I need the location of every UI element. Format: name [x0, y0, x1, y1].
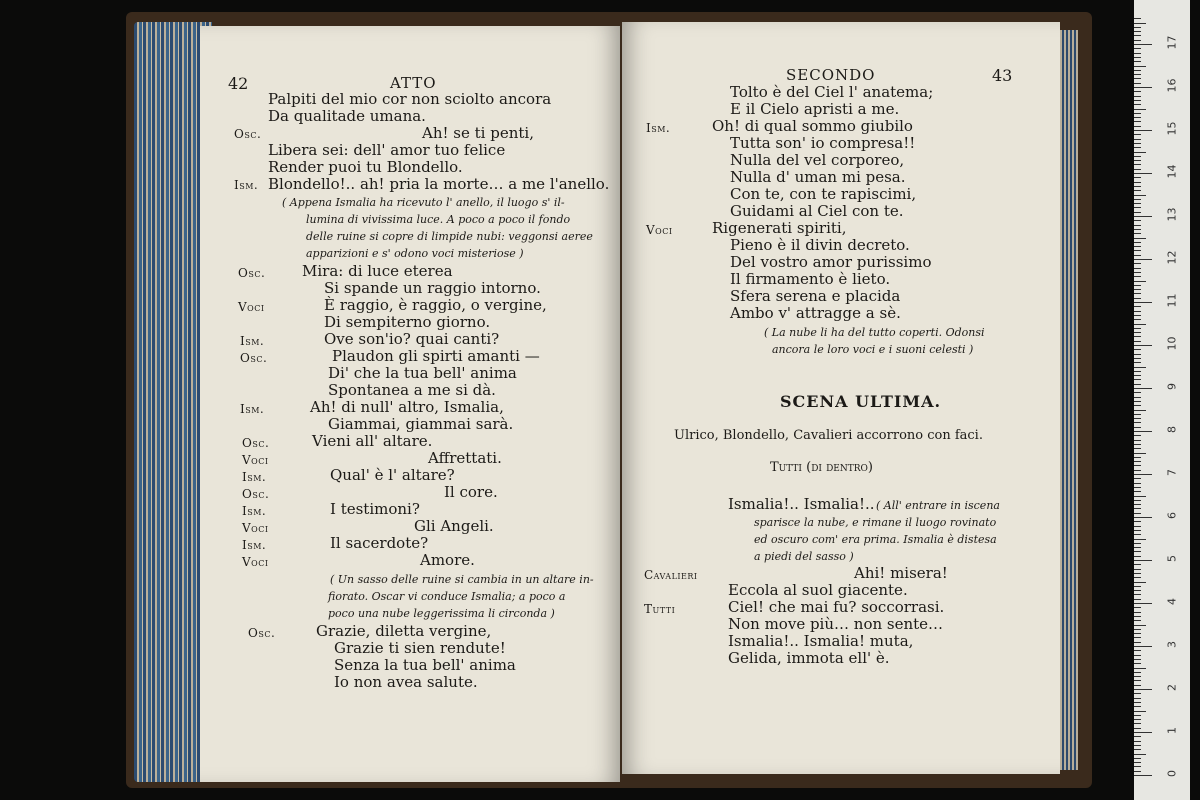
ruler-tick [1134, 367, 1146, 368]
ruler-tick [1134, 517, 1152, 518]
ruler-tick [1134, 246, 1141, 247]
ruler-tick [1134, 616, 1141, 617]
ruler-tick [1134, 440, 1141, 441]
ruler-tick [1134, 723, 1141, 724]
ruler-tick [1134, 680, 1141, 681]
ruler-tick [1134, 117, 1141, 118]
ruler-tick [1134, 603, 1152, 604]
ruler-tick [1134, 569, 1141, 570]
verse-line: Rigenerati spiriti, [712, 219, 847, 237]
stage-direction-line: delle ruine si copre di limpide nubi: veggonsi aeree [306, 230, 593, 243]
ruler-tick [1134, 397, 1141, 398]
ruler-tick [1134, 91, 1141, 92]
ruler-tick [1134, 27, 1141, 28]
verse-line: Ahi! misera! [854, 564, 948, 582]
ruler-tick [1134, 195, 1146, 196]
left-page [200, 26, 620, 782]
verse-line: Ciel! che mai fu? soccorrasi. [728, 598, 945, 616]
ruler-tick [1134, 182, 1141, 183]
ruler-tick [1134, 190, 1141, 191]
ruler-tick [1134, 573, 1141, 574]
verse-line: Il sacerdote? [330, 534, 429, 552]
ruler-tick [1134, 255, 1141, 256]
ruler-tick [1134, 586, 1141, 587]
stage-direction-line: ancora le loro voci e i suoni celesti ) [772, 343, 974, 356]
speaker-label: Osc. [240, 351, 268, 365]
ruler-tick [1134, 659, 1141, 660]
speaker-label: Voci [242, 453, 269, 467]
ruler-tick [1134, 336, 1141, 337]
ruler-tick [1134, 293, 1141, 294]
ruler-label: 10 [1165, 336, 1179, 351]
ruler-tick [1134, 268, 1141, 269]
ruler-label: 9 [1165, 383, 1179, 390]
ruler-tick [1134, 233, 1141, 234]
ruler-tick [1134, 655, 1141, 656]
ruler-tick [1134, 620, 1141, 621]
verse-line: Spontanea a me si dà. [328, 381, 496, 399]
ruler-tick [1134, 689, 1152, 690]
verse-line: Ismalia!.. Ismalia!.. [728, 495, 875, 513]
verse-line: Tolto è del Ciel l' anatema; [730, 83, 934, 101]
ruler-tick [1134, 530, 1141, 531]
ruler-tick [1134, 629, 1141, 630]
verse-line: Affrettati. [428, 449, 502, 467]
right-page [622, 22, 1060, 774]
ruler-tick [1134, 281, 1146, 282]
ruler-tick [1134, 354, 1141, 355]
stage-direction-line: ( All' entrare in iscena [876, 499, 1000, 512]
ruler-tick [1134, 401, 1141, 402]
verse-line: Ah! se ti penti, [422, 124, 534, 142]
verse-line: Il core. [444, 483, 498, 501]
ruler-tick [1134, 560, 1152, 561]
ruler-tick [1134, 702, 1141, 703]
ruler-tick [1134, 758, 1141, 759]
ruler-tick [1134, 134, 1141, 135]
ruler-tick [1134, 328, 1141, 329]
verse-line: Vieni all' altare. [312, 432, 433, 450]
ruler-tick [1134, 612, 1141, 613]
speaker-label: Ism. [242, 538, 267, 552]
ruler-tick [1134, 422, 1141, 423]
ruler-label: 13 [1165, 207, 1179, 222]
verse-line: Palpiti del mio cor non sciolto ancora [268, 90, 552, 108]
ruler-label: 0 [1165, 770, 1179, 777]
ruler-tick [1134, 113, 1141, 114]
verse-line: Del vostro amor purissimo [730, 253, 932, 271]
ruler-tick [1134, 250, 1141, 251]
ruler-tick [1134, 319, 1141, 320]
ruler-tick [1134, 212, 1141, 213]
ruler-tick [1134, 121, 1141, 122]
speaker-label: Voci [238, 300, 265, 314]
ruler-tick [1134, 766, 1141, 767]
verse-line: Render puoi tu Blondello. [268, 158, 463, 176]
ruler-tick [1134, 263, 1141, 264]
ruler-tick [1134, 276, 1141, 277]
ruler-tick [1134, 96, 1141, 97]
verse-line: Giammai, giammai sarà. [328, 415, 514, 433]
ruler-label: 1 [1165, 727, 1179, 734]
page-edge-right [1058, 30, 1078, 770]
verse-line: Guidami al Ciel con te. [730, 202, 904, 220]
ruler-tick [1134, 642, 1141, 643]
ruler-tick [1134, 719, 1141, 720]
verse-line: Io non avea salute. [334, 673, 478, 691]
speaker-label: Osc. [234, 127, 262, 141]
ruler-tick [1134, 23, 1146, 24]
verse-line: Grazie ti sien rendute! [334, 639, 506, 657]
ruler-tick [1134, 496, 1146, 497]
ruler-tick [1134, 203, 1141, 204]
ruler-tick [1134, 551, 1141, 552]
verse-line: È raggio, è raggio, o vergine, [324, 296, 547, 314]
ruler-tick [1134, 465, 1141, 466]
scene-title: SCENA ULTIMA. [780, 392, 942, 411]
ruler-tick [1134, 311, 1141, 312]
ruler-tick [1134, 104, 1141, 105]
verse-line: Libera sei: dell' amor tuo felice [268, 141, 506, 159]
ruler-tick [1134, 539, 1146, 540]
ruler-tick [1134, 40, 1141, 41]
ruler-tick [1134, 147, 1141, 148]
ruler-tick [1134, 534, 1141, 535]
verse-line: Ismalia!.. Ismalia! muta, [728, 632, 914, 650]
ruler-label: 6 [1165, 512, 1179, 519]
ruler-tick [1134, 272, 1141, 273]
verse-line: Sfera serena e placida [730, 287, 901, 305]
ruler-tick [1134, 199, 1141, 200]
ruler-tick [1134, 474, 1152, 475]
ruler-tick [1134, 216, 1152, 217]
ruler-tick [1134, 259, 1152, 260]
speaker-label: Osc. [238, 266, 266, 280]
ruler-tick [1134, 685, 1141, 686]
verse-line: Nulla del vel corporeo, [730, 151, 905, 169]
ruler-tick [1134, 749, 1141, 750]
verse-line: Non move più… non sente… [728, 615, 944, 633]
verse-line: Gelida, immota ell' è. [728, 649, 890, 667]
ruler-tick [1134, 625, 1146, 626]
stage-direction-line: ( Un sasso delle ruine si cambia in un altare in- [330, 573, 594, 586]
ruler-tick [1134, 775, 1152, 776]
ruler-tick [1134, 332, 1141, 333]
ruler-tick [1134, 590, 1141, 591]
verse-line: Pieno è il divin decreto. [730, 236, 910, 254]
ruler-tick [1134, 48, 1141, 49]
ruler-tick [1134, 70, 1141, 71]
ruler-tick [1134, 646, 1152, 647]
ruler-label: 15 [1165, 121, 1179, 136]
ruler-tick [1134, 169, 1141, 170]
ruler-tick [1134, 229, 1141, 230]
ruler-tick [1134, 410, 1146, 411]
ruler-label: 14 [1165, 164, 1179, 179]
verse-line: I testimoni? [330, 500, 420, 518]
ruler-tick [1134, 66, 1146, 67]
verse-line: Da qualitade umana. [268, 107, 426, 125]
ruler-tick [1134, 306, 1141, 307]
speaker-label: Ism. [240, 402, 265, 416]
stage-direction-line: poco una nube leggerissima li circonda ) [328, 607, 555, 620]
ruler-tick [1134, 156, 1141, 157]
ruler-tick [1134, 225, 1141, 226]
page-number-right: 43 [992, 66, 1013, 85]
speaker-label: Ism. [234, 178, 259, 192]
ruler-tick [1134, 444, 1141, 445]
ruler-tick [1134, 349, 1141, 350]
ruler-tick [1134, 435, 1141, 436]
ruler-tick [1134, 207, 1141, 208]
ruler-tick [1134, 706, 1141, 707]
ruler-tick [1134, 285, 1141, 286]
verse-line: Eccola al suol giacente. [728, 581, 908, 599]
ruler-tick [1134, 61, 1141, 62]
speaker-label: Ism. [242, 504, 267, 518]
ruler-tick [1134, 650, 1141, 651]
verse-line: Mira: di luce eterea [302, 262, 453, 280]
ruler-tick [1134, 388, 1152, 389]
ruler-tick [1134, 427, 1141, 428]
stage-direction-line: fiorato. Oscar vi conduce Ismalia; a poco a [328, 590, 566, 603]
ruler-tick [1134, 405, 1141, 406]
ruler-tick [1134, 543, 1141, 544]
ruler-tick [1134, 53, 1141, 54]
ruler-tick [1134, 177, 1141, 178]
verse-line: Amore. [420, 551, 475, 569]
stage-direction-line: ed oscuro com' era prima. Ismalia è distesa [754, 533, 997, 546]
ruler-tick [1134, 564, 1141, 565]
stage-direction-line: a piedi del sasso ) [754, 550, 854, 563]
verse-line: Oh! di qual sommo giubilo [712, 117, 913, 135]
ruler-tick [1134, 633, 1141, 634]
ruler-tick [1134, 341, 1141, 342]
ruler-tick [1134, 693, 1141, 694]
tutti-heading: Tutti (di dentro) [770, 460, 873, 475]
ruler-tick [1134, 715, 1141, 716]
speaker-label: Osc. [242, 436, 270, 450]
ruler-tick [1134, 130, 1152, 131]
ruler-tick [1134, 418, 1141, 419]
ruler-tick [1134, 242, 1141, 243]
ruler-tick [1134, 448, 1141, 449]
ruler-tick [1134, 637, 1141, 638]
ruler-tick [1134, 44, 1152, 45]
verse-line: Tutta son' io compresa!! [730, 134, 916, 152]
ruler-tick [1134, 87, 1152, 88]
ruler-tick [1134, 745, 1141, 746]
speaker-label: Voci [646, 223, 673, 237]
ruler-tick [1134, 728, 1141, 729]
ruler-tick [1134, 513, 1141, 514]
verse-line: Si spande un raggio intorno. [324, 279, 541, 297]
ruler-tick [1134, 676, 1141, 677]
measurement-ruler [1134, 0, 1190, 800]
verse-line: Il firmamento è lieto. [730, 270, 891, 288]
ruler-label: 12 [1165, 250, 1179, 265]
ruler-tick [1134, 173, 1152, 174]
stage-direction-line: sparisce la nube, e rimane il luogo rovinato [754, 516, 997, 529]
speaker-label: Cavalieri [644, 568, 698, 582]
ruler-tick [1134, 577, 1141, 578]
ruler-tick [1134, 771, 1141, 772]
ruler-tick [1134, 18, 1141, 19]
ruler-tick [1134, 358, 1141, 359]
speaker-label: Osc. [248, 626, 276, 640]
verse-line: Ove son'io? quai canti? [324, 330, 500, 348]
ruler-label: 11 [1165, 293, 1179, 308]
ruler-tick [1134, 298, 1141, 299]
ruler-tick [1134, 762, 1141, 763]
ruler-tick [1134, 556, 1141, 557]
ruler-tick [1134, 152, 1146, 153]
verse-line: Qual' è l' altare? [330, 466, 455, 484]
ruler-tick [1134, 160, 1141, 161]
ruler-tick [1134, 453, 1146, 454]
verse-line: Di' che la tua bell' anima [328, 364, 517, 382]
speaker-label: Tutti [644, 602, 676, 616]
ruler-tick [1134, 594, 1141, 595]
ruler-tick [1134, 736, 1141, 737]
ruler-tick [1134, 500, 1141, 501]
ruler-tick [1134, 345, 1152, 346]
verse-line: Gli Angeli. [414, 517, 494, 535]
ruler-tick [1134, 289, 1141, 290]
ruler-tick [1134, 35, 1141, 36]
ruler-tick [1134, 414, 1141, 415]
ruler-tick [1134, 741, 1141, 742]
speaker-label: Voci [242, 555, 269, 569]
ruler-tick [1134, 663, 1141, 664]
speaker-label: Ism. [240, 334, 265, 348]
ruler-tick [1134, 547, 1141, 548]
ruler-label: 2 [1165, 684, 1179, 691]
ruler-tick [1134, 431, 1152, 432]
ruler-tick [1134, 315, 1141, 316]
running-head-left: ATTO [390, 74, 437, 92]
ruler-tick [1134, 668, 1146, 669]
ruler-tick [1134, 74, 1141, 75]
running-head-right: SECONDO [786, 66, 876, 84]
ruler-tick [1134, 83, 1141, 84]
cast-line: Ulrico, Blondello, Cavalieri accorrono con faci. [674, 428, 983, 443]
ruler-tick [1134, 324, 1146, 325]
ruler-tick [1134, 392, 1141, 393]
ruler-tick [1134, 186, 1141, 187]
ruler-tick [1134, 504, 1141, 505]
verse-line: Grazie, diletta vergine, [316, 622, 492, 640]
ruler-tick [1134, 375, 1141, 376]
ruler-tick [1134, 521, 1141, 522]
ruler-tick [1134, 139, 1141, 140]
ruler-label: 8 [1165, 426, 1179, 433]
stage-direction-line: apparizioni e s' odono voci misteriose ) [306, 247, 524, 260]
speaker-label: Ism. [242, 470, 267, 484]
ruler-tick [1134, 100, 1141, 101]
ruler-tick [1134, 126, 1141, 127]
ruler-tick [1134, 487, 1141, 488]
ruler-tick [1134, 384, 1141, 385]
ruler-tick [1134, 582, 1146, 583]
ruler-tick [1134, 526, 1141, 527]
ruler-tick [1134, 164, 1141, 165]
speaker-label: Osc. [242, 487, 270, 501]
stage-direction-line: lumina di vivissima luce. A poco a poco il fondo [306, 213, 571, 226]
ruler-tick [1134, 607, 1141, 608]
ruler-tick [1134, 109, 1146, 110]
verse-line: Di sempiterno giorno. [324, 313, 491, 331]
verse-line: Nulla d' uman mi pesa. [730, 168, 906, 186]
ruler-tick [1134, 711, 1146, 712]
ruler-label: 3 [1165, 641, 1179, 648]
ruler-tick [1134, 732, 1152, 733]
ruler-tick [1134, 672, 1141, 673]
page-number-left: 42 [228, 74, 249, 93]
ruler-label: 4 [1165, 598, 1179, 605]
verse-line: Plaudon gli spirti amanti — [332, 347, 540, 365]
ruler-tick [1134, 698, 1141, 699]
ruler-label: 5 [1165, 555, 1179, 562]
ruler-tick [1134, 143, 1141, 144]
verse-line: Blondello!.. ah! pria la morte… a me l'anello. [268, 175, 610, 193]
verse-line: Ah! di null' altro, Ismalia, [310, 398, 504, 416]
speaker-label: Ism. [646, 121, 671, 135]
ruler-tick [1134, 238, 1146, 239]
ruler-tick [1134, 379, 1141, 380]
ruler-tick [1134, 491, 1141, 492]
verse-line: Ambo v' attragge a sè. [730, 304, 901, 322]
ruler-tick [1134, 478, 1141, 479]
ruler-tick [1134, 371, 1141, 372]
ruler-label: 17 [1165, 35, 1179, 50]
ruler-tick [1134, 78, 1141, 79]
stage-direction-line: ( Appena Ismalia ha ricevuto l' anello, il luogo s' il- [282, 196, 565, 209]
ruler-tick [1134, 470, 1141, 471]
speaker-label: Voci [242, 521, 269, 535]
ruler-tick [1134, 220, 1141, 221]
verse-line: Senza la tua bell' anima [334, 656, 516, 674]
ruler-tick [1134, 461, 1141, 462]
ruler-tick [1134, 599, 1141, 600]
ruler-tick [1134, 302, 1152, 303]
ruler-tick [1134, 57, 1141, 58]
ruler-tick [1134, 754, 1146, 755]
ruler-tick [1134, 457, 1141, 458]
ruler-tick [1134, 31, 1141, 32]
stage-direction-line: ( La nube li ha del tutto coperti. Odonsi [764, 326, 985, 339]
ruler-tick [1134, 362, 1141, 363]
ruler-tick [1134, 483, 1141, 484]
verse-line: E il Cielo apristi a me. [730, 100, 900, 118]
ruler-tick [1134, 508, 1141, 509]
ruler-label: 16 [1165, 78, 1179, 93]
verse-line: Con te, con te rapiscimi, [730, 185, 917, 203]
ruler-label: 7 [1165, 469, 1179, 476]
